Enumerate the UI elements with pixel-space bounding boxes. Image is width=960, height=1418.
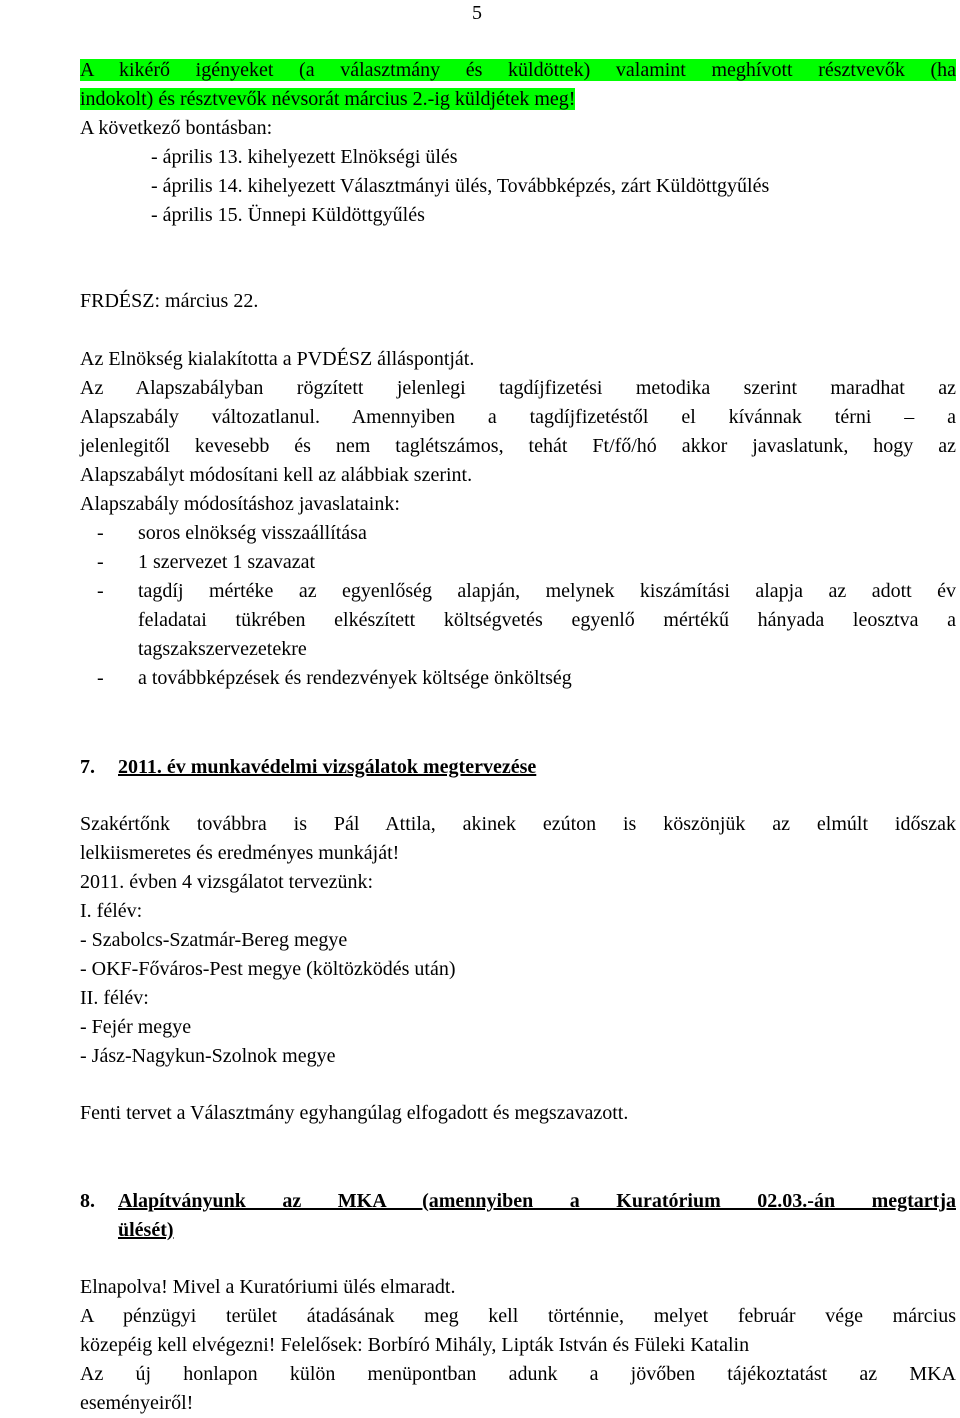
section-7-number: 7.	[80, 756, 95, 778]
section-8-number: 8.	[80, 1190, 95, 1212]
frdesz-para-line: Alapszabályt módosítani kell az alábbiak szerint.	[80, 464, 473, 486]
section-8-line: közepéig kell elvégezni! Felelősek: Borbíró Mihály, Lipták István és Füleki Katalin	[80, 1334, 750, 1356]
frdesz-para-line: Alapszabály változatlanul. Amennyiben a tagdíjfizetéstől el kívánnak térni – a	[80, 406, 956, 428]
list-dash: -	[97, 551, 104, 573]
section-7-para-line: lelkiismeretes és eredményes munkáját!	[80, 842, 400, 864]
proposal-item: 1 szervezet 1 szavazat	[138, 551, 316, 573]
list-dash: -	[97, 667, 104, 689]
intro-line-1	[80, 59, 956, 81]
proposal-item: tagdíj mértéke az egyenlőség alapján, melynek kiszámítási alapja az adott év	[138, 580, 956, 602]
inspection-item: - Szabolcs-Szatmár-Bereg megye	[80, 929, 348, 951]
proposal-item-cont: tagszakszervezetekre	[138, 638, 307, 660]
proposals-title: Alapszabály módosításhoz javaslataink:	[80, 493, 400, 515]
section-8-line: Elnapolva! Mivel a Kuratóriumi ülés elmaradt.	[80, 1276, 456, 1298]
section-8-line: Az új honlapon külön menüpontban adunk a jövőben tájékoztatást az MKA	[80, 1363, 956, 1385]
intro-line-3: A következő bontásban:	[80, 117, 273, 139]
highlighted-text: A kikérő igényeket (a választmány és küldöttek) valamint meghívott résztvevők (ha	[80, 59, 956, 81]
inspection-item: - OKF-Főváros-Pest megye (költözködés után)	[80, 958, 456, 980]
schedule-item: - április 14. kihelyezett Választmányi ülés, Továbbképzés, zárt Küldöttgyűlés	[151, 175, 770, 197]
frdesz-para-line: jelenlegitől kevesebb és nem taglétszámos, tehát Ft/fő/hó akkor javaslatunk, hogy az	[80, 435, 956, 457]
intro-line-2	[80, 88, 956, 110]
highlighted-text: indokolt) és résztvevők névsorát március 2.-ig küldjétek meg!	[80, 88, 576, 110]
section-8-title-line-1: Alapítványunk az MKA (amennyiben a Kuratórium 02.03.-án megtartja	[118, 1190, 956, 1212]
section-7-plan: 2011. évben 4 vizsgálatot tervezünk:	[80, 871, 374, 893]
list-dash: -	[97, 580, 104, 602]
inspection-item: - Jász-Nagykun-Szolnok megye	[80, 1045, 336, 1067]
section-8-line: A pénzügyi terület átadásának meg kell történnie, melyet február vége március	[80, 1305, 956, 1327]
frdesz-para-line: Az Alapszabályban rögzített jelenlegi tagdíjfizetési metodika szerint maradhat az	[80, 377, 956, 399]
section-7-title: 2011. év munkavédelmi vizsgálatok megtervezése	[118, 756, 537, 778]
inspection-item: - Fejér megye	[80, 1016, 192, 1038]
page-number: 5	[472, 2, 482, 24]
frdesz-position: Az Elnökség kialakította a PVDÉSZ álláspontját.	[80, 348, 475, 370]
half-year-label: II. félév:	[80, 987, 149, 1009]
proposal-item: a továbbképzések és rendezvények költsége önköltség	[138, 667, 572, 689]
proposal-item-cont: feladatai tükrében elkészített költségvetés egyenlő mértékű hányada leosztva a	[138, 609, 956, 631]
frdesz-title: FRDÉSZ: március 22.	[80, 290, 259, 312]
schedule-item: - április 15. Ünnepi Küldöttgyűlés	[151, 204, 425, 226]
section-8-title-line-2: ülését)	[118, 1219, 174, 1241]
section-8-line: eseményeiről!	[80, 1392, 194, 1414]
section-7-para-line: Szakértőnk továbbra is Pál Attila, akinek ezúton is köszönjük az elmúlt időszak	[80, 813, 956, 835]
list-dash: -	[97, 522, 104, 544]
schedule-item: - április 13. kihelyezett Elnökségi ülés	[151, 146, 458, 168]
half-year-label: I. félév:	[80, 900, 143, 922]
proposal-item: soros elnökség visszaállítása	[138, 522, 367, 544]
section-7-closing: Fenti tervet a Választmány egyhangúlag elfogadott és megszavazott.	[80, 1102, 629, 1124]
